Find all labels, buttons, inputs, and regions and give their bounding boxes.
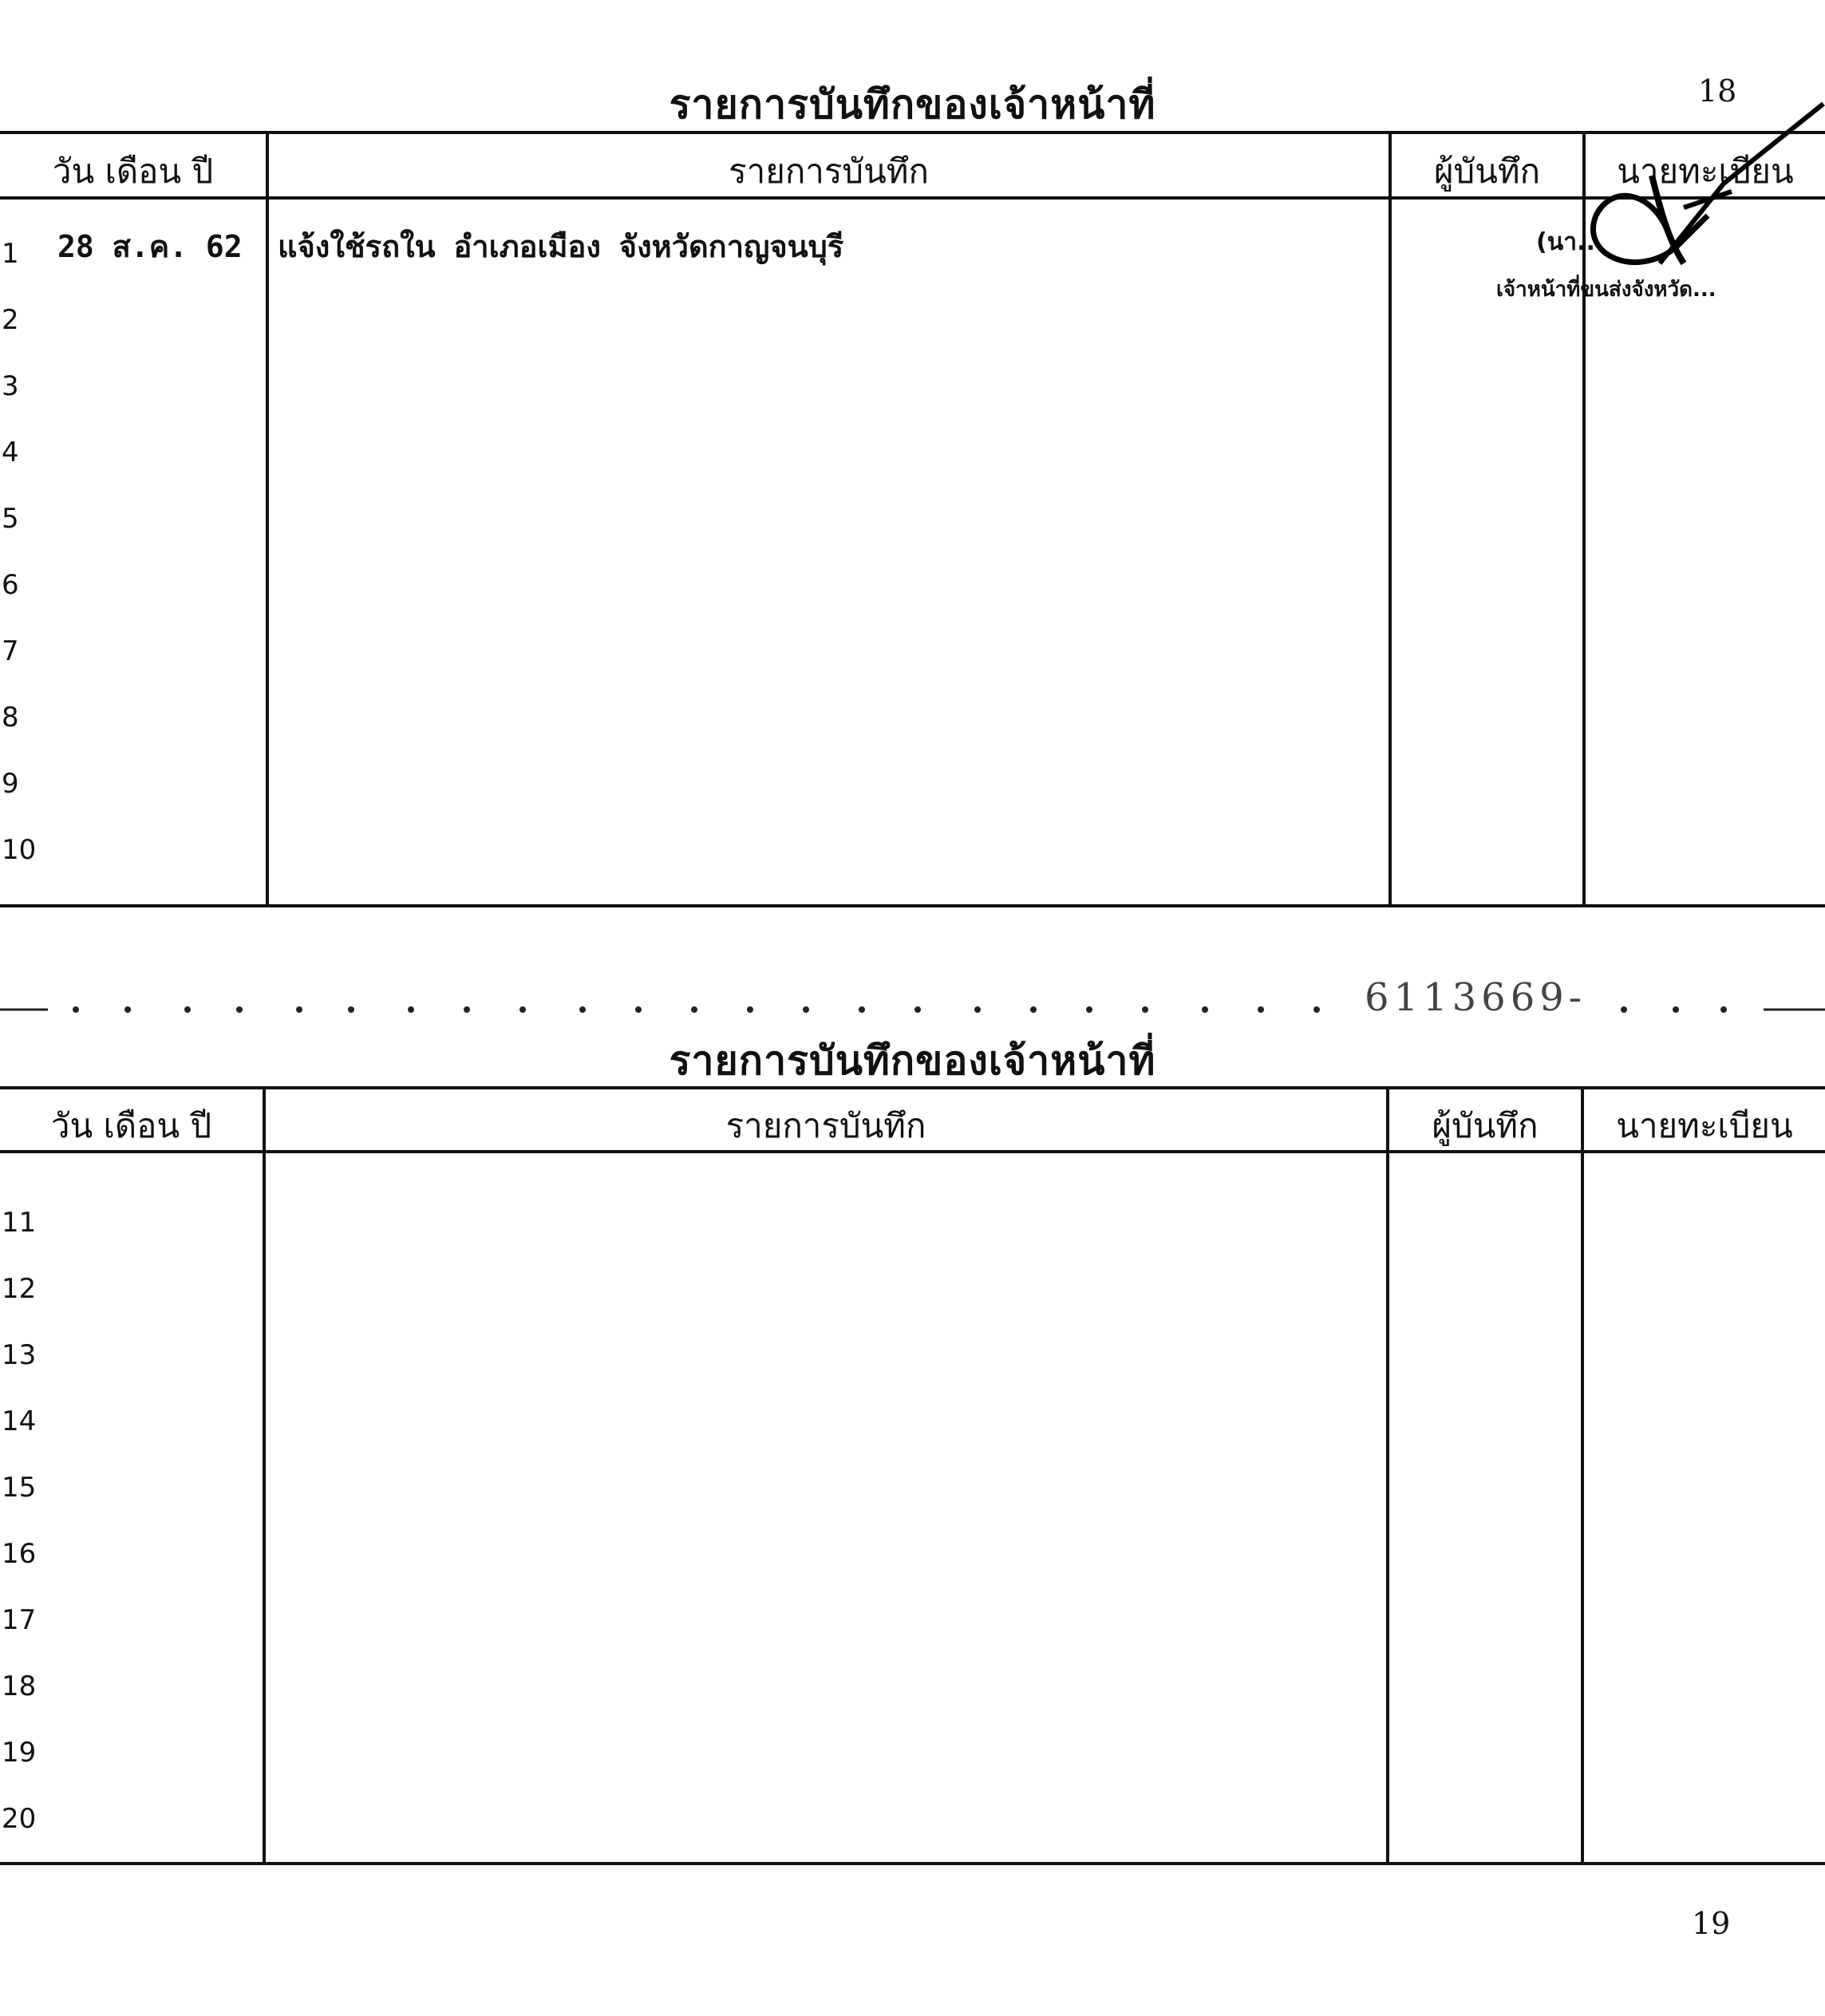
page-number-bottom: 19 (1692, 1906, 1731, 1941)
row-number: 15 (2, 1472, 37, 1504)
table1-header-record: รายการบันทึก (729, 152, 929, 191)
table1-top-border (0, 131, 1825, 134)
table2-header-registrar: นายทะเบียน (1616, 1106, 1793, 1145)
row-number: 2 (2, 304, 19, 336)
serial-number: 6113669- (1365, 975, 1586, 1020)
row-number: 14 (2, 1405, 37, 1437)
table1-title: รายการบันทึกของเจ้าหน้าที่ (669, 81, 1156, 128)
table2-col-divider-2 (1386, 1086, 1389, 1865)
row-number: 12 (2, 1273, 37, 1305)
row-number: 9 (2, 768, 19, 800)
table2-header-recorder: ผู้บันทึก (1432, 1106, 1539, 1145)
table1-col-divider-1 (266, 131, 269, 907)
table1-header-date: วัน เดือน ปี (52, 152, 214, 191)
row-number: 10 (2, 834, 37, 866)
row-number: 1 (2, 238, 19, 270)
table2-bottom-border (0, 1862, 1825, 1865)
row-number: 17 (2, 1604, 37, 1636)
table1-header-recorder: ผู้บันทึก (1433, 152, 1541, 191)
row-number: 11 (2, 1207, 37, 1239)
row-number: 19 (2, 1737, 37, 1769)
entry-text: แจ้งใช้รถใน อำเภอเมือง จังหวัดกาญจนบุรี (278, 229, 844, 264)
official-stamp-line1: (นา... (1536, 228, 1605, 256)
table1-bottom-border (0, 904, 1825, 907)
table2-col-divider-1 (263, 1086, 266, 1865)
row-number: 6 (2, 569, 19, 601)
row-number: 8 (2, 702, 19, 733)
registrar-signature (1564, 96, 1825, 287)
row-number: 16 (2, 1538, 37, 1570)
table2-header-record: รายการบันทึก (725, 1106, 926, 1145)
table1-header-registrar: นายทะเบียน (1617, 152, 1794, 191)
row-number: 3 (2, 370, 19, 402)
table2-title: รายการบันทึกของเจ้าหน้าที่ (669, 1038, 1156, 1084)
entry-date: 28 ส.ค. 62 (57, 229, 243, 264)
table2-top-border (0, 1086, 1825, 1089)
row-number: 18 (2, 1670, 37, 1702)
official-stamp-line2: เจ้าหน้าที่ขนส่งจังหวัด... (1496, 278, 1716, 302)
row-number: 4 (2, 437, 19, 468)
page-number-top: 18 (1698, 73, 1737, 109)
row-number: 5 (2, 503, 19, 535)
row-number: 20 (2, 1803, 37, 1835)
table2-col-divider-3 (1581, 1086, 1584, 1865)
row-number: 13 (2, 1339, 37, 1371)
row-number: 7 (2, 635, 19, 667)
table1-col-divider-2 (1389, 131, 1392, 907)
table2-header-date: วัน เดือน ปี (50, 1106, 212, 1145)
